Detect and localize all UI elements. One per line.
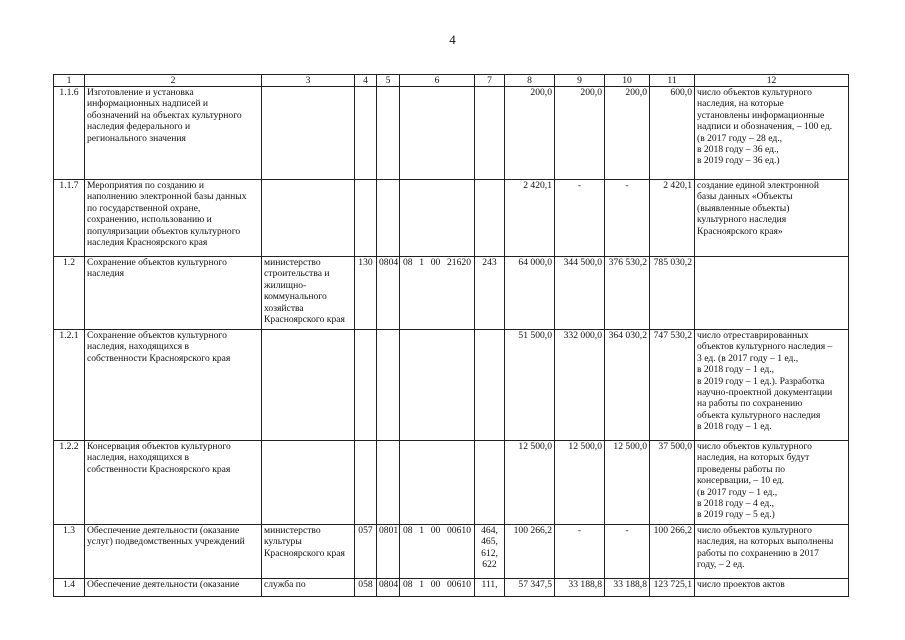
amount-2018: 344 500,0 [555, 257, 605, 330]
header-cell: 12 [695, 75, 849, 87]
responsible-agency: министерство строительства и жилищно- коммунального хозяйства Красноярского края [262, 257, 355, 330]
activity-name: Обеспечение деятельности (оказание [85, 579, 262, 597]
vr-code: 464, 465, 612, 622 [475, 525, 505, 579]
csr-part: 1 [419, 525, 425, 536]
amount-2018: - [555, 525, 605, 579]
vr-code [475, 330, 505, 441]
csr-part: 00610 [447, 525, 471, 536]
csr-part: 08 [403, 257, 413, 268]
rzpr-code [377, 87, 400, 180]
csr-part: 00 [430, 257, 441, 268]
amount-2019: - [605, 525, 650, 579]
amount-2017: 100 266,2 [505, 525, 555, 579]
responsible-agency: министерство культуры Красноярского края [262, 525, 355, 579]
table-row [54, 441, 849, 525]
table-row [54, 87, 849, 180]
responsible-agency [262, 180, 355, 257]
amount-2019: 33 188,8 [605, 579, 650, 597]
expected-result: число объектов культурного наследия, на которых выполнены работы по сохранению в 2017 году, – 2 ед. [695, 525, 849, 579]
header-cell: 7 [475, 75, 505, 87]
row-number: 1.2 [54, 257, 85, 330]
amount-2018: 12 500,0 [555, 441, 605, 525]
program-activities-table [53, 74, 849, 597]
table-row [54, 579, 849, 597]
csr-part: 00 [430, 579, 441, 590]
responsible-agency [262, 441, 355, 525]
expected-result: число объектов культурного наследия, на которых будут проведены работы по консервации, – 10 ед. (в 2017 году – 1 ед., в 2018 году – 4 ед., в 2019 году – 5 ед.) [695, 441, 849, 525]
amount-2017: 12 500,0 [505, 441, 555, 525]
grbs-code: 130 [355, 257, 377, 330]
row-number: 1.3 [54, 525, 85, 579]
row-number: 1.2.2 [54, 441, 85, 525]
csr-code [400, 87, 475, 180]
grbs-code [355, 180, 377, 257]
amount-2017: 57 347,5 [505, 579, 555, 597]
table-row [54, 330, 849, 441]
responsible-agency [262, 330, 355, 441]
amount-2019: 200,0 [605, 87, 650, 180]
vr-code [475, 441, 505, 525]
amount-total: 785 030,2 [650, 257, 695, 330]
amount-total: 37 500,0 [650, 441, 695, 525]
page-number: 4 [449, 32, 456, 47]
header-cell: 9 [555, 75, 605, 87]
expected-result: число проектов актов [695, 579, 849, 597]
rzpr-code [377, 330, 400, 441]
header-cell: 8 [505, 75, 555, 87]
amount-2017: 2 420,1 [505, 180, 555, 257]
csr-code [400, 525, 475, 579]
header-cell: 10 [605, 75, 650, 87]
header-cell: 11 [650, 75, 695, 87]
amount-total: 123 725,1 [650, 579, 695, 597]
activity-name: Консервация объектов культурного наследия, находящихся в собственности Красноярского края [85, 441, 262, 525]
vr-code [475, 87, 505, 180]
grbs-code: 058 [355, 579, 377, 597]
amount-2017: 200,0 [505, 87, 555, 180]
vr-code: 111, [475, 579, 505, 597]
amount-2019: - [605, 180, 650, 257]
header-cell: 2 [85, 75, 262, 87]
header-cell: 6 [400, 75, 475, 87]
header-cell: 5 [377, 75, 400, 87]
expected-result: число объектов культурного наследия, на которые установлены информационные надписи и обозначения, – 100 ед. (в 2017 году – 28 ед., в 2018 году – 36 ед., в 2019 году – 36 ед.) [695, 87, 849, 180]
csr-code [400, 257, 475, 330]
amount-2019: 12 500,0 [605, 441, 650, 525]
amount-2018: 332 000,0 [555, 330, 605, 441]
header-row [54, 75, 849, 87]
amount-2017: 51 500,0 [505, 330, 555, 441]
rzpr-code: 0804 [377, 257, 400, 330]
csr-code [400, 180, 475, 257]
csr-code [400, 441, 475, 525]
rzpr-code: 0801 [377, 525, 400, 579]
table-row [54, 525, 849, 579]
table-row [54, 180, 849, 257]
grbs-code: 057 [355, 525, 377, 579]
csr-part: 08 [403, 525, 413, 536]
activity-name: Мероприятия по созданию и наполнению электронной базы данных по государственной охране, сохранению, использованию и популяризации объектов культурного наследия Красноярского края [85, 180, 262, 257]
rzpr-code: 0804 [377, 579, 400, 597]
amount-total: 2 420,1 [650, 180, 695, 257]
csr-part: 1 [419, 257, 425, 268]
rzpr-code [377, 441, 400, 525]
amount-2019: 376 530,2 [605, 257, 650, 330]
rzpr-code [377, 180, 400, 257]
header-cell: 4 [355, 75, 377, 87]
grbs-code [355, 330, 377, 441]
row-number: 1.1.6 [54, 87, 85, 180]
row-number: 1.2.1 [54, 330, 85, 441]
row-number: 1.1.7 [54, 180, 85, 257]
amount-total: 600,0 [650, 87, 695, 180]
csr-part: 1 [419, 579, 425, 590]
csr-part: 21620 [447, 257, 471, 268]
vr-code: 243 [475, 257, 505, 330]
csr-part: 08 [403, 579, 413, 590]
expected-result: число отреставрированных объектов культурного наследия – 3 ед. (в 2017 году – 1 ед., в 2018 году – 1 ед., в 2019 году – 1 ед.). Разработка научно-проектной документации на работы по сохранению объекта культурного наследия в 2018 году – 1 ед. [695, 330, 849, 441]
table-row [54, 257, 849, 330]
activity-name: Сохранение объектов культурного наследия [85, 257, 262, 330]
amount-2019: 364 030,2 [605, 330, 650, 441]
responsible-agency: служба по [262, 579, 355, 597]
csr-part: 00 [430, 525, 441, 536]
grbs-code [355, 87, 377, 180]
vr-code [475, 180, 505, 257]
csr-code [400, 330, 475, 441]
expected-result: создание единой электронной базы данных «Объекты (выявленные объекты) культурного наследия Красноярского края» [695, 180, 849, 257]
activity-name: Обеспечение деятельности (оказание услуг) подведомственных учреждений [85, 525, 262, 579]
csr-code [400, 579, 475, 597]
amount-total: 747 530,2 [650, 330, 695, 441]
amount-2017: 64 000,0 [505, 257, 555, 330]
expected-result [695, 257, 849, 330]
row-number: 1.4 [54, 579, 85, 597]
amount-2018: 200,0 [555, 87, 605, 180]
activity-name: Сохранение объектов культурного наследия, находящихся в собственности Красноярского края [85, 330, 262, 441]
csr-part: 00610 [447, 579, 471, 590]
amount-2018: 33 188,8 [555, 579, 605, 597]
activity-name: Изготовление и установка информационных надписей и обозначений на объектах культурного наследия федерального и регионального значения [85, 87, 262, 180]
header-cell: 1 [54, 75, 85, 87]
amount-2018: - [555, 180, 605, 257]
header-cell: 3 [262, 75, 355, 87]
responsible-agency [262, 87, 355, 180]
amount-total: 100 266,2 [650, 525, 695, 579]
grbs-code [355, 441, 377, 525]
